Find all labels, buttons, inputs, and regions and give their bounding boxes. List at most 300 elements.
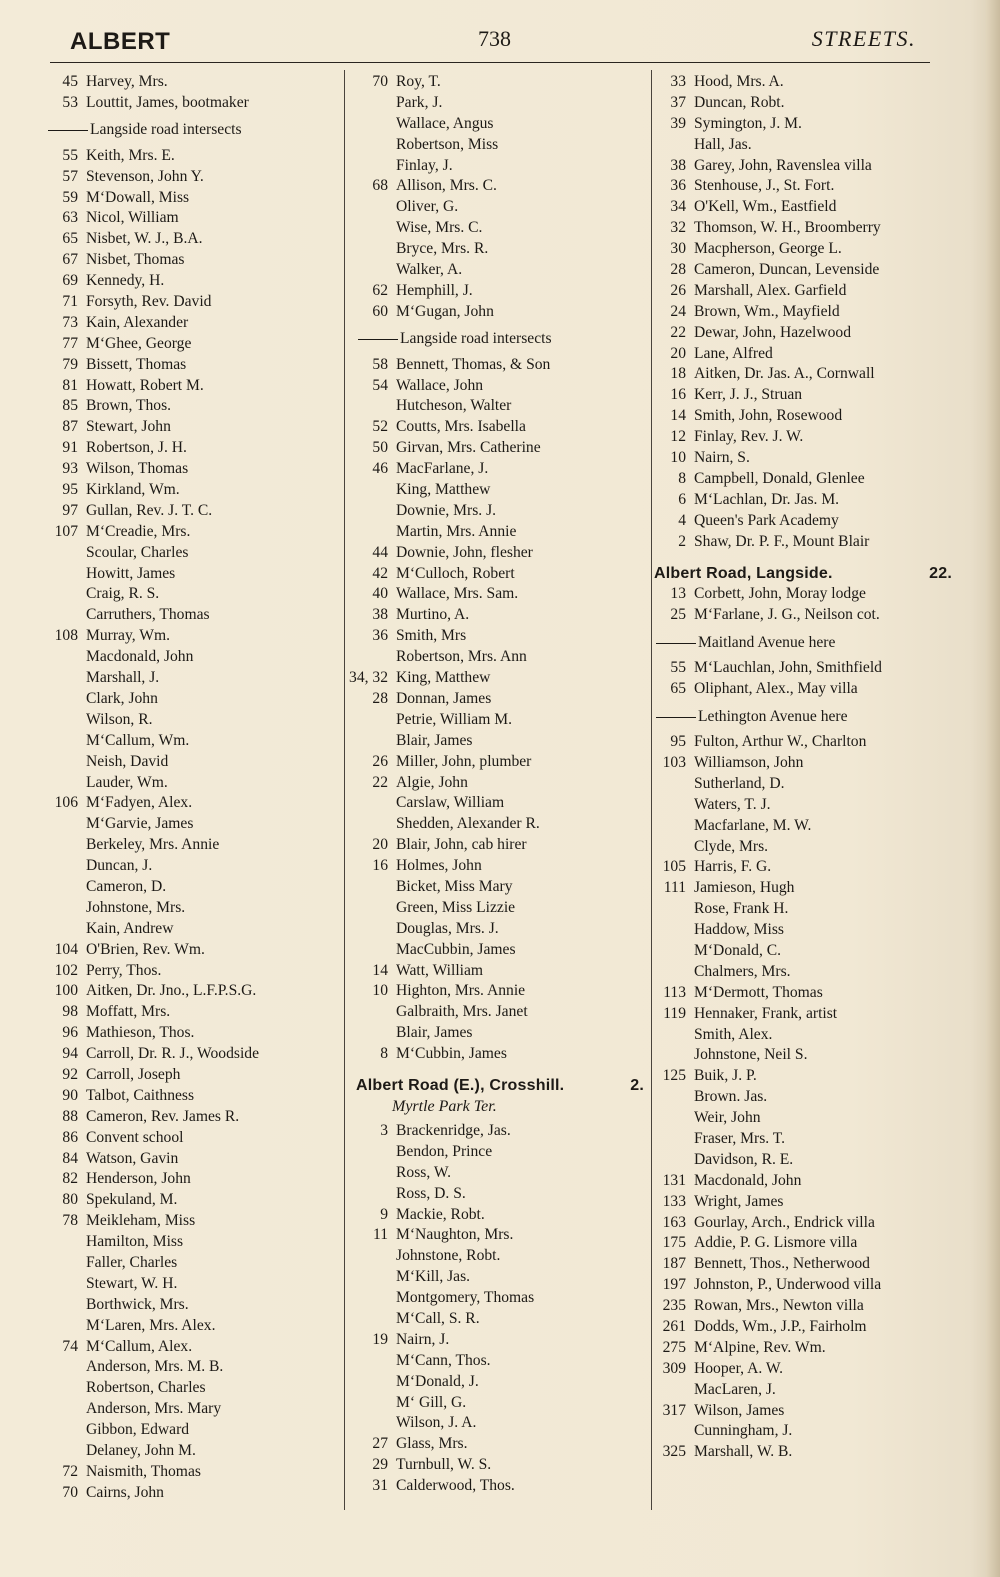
directory-entry bbox=[42, 1065, 342, 1086]
directory-entry bbox=[42, 773, 342, 794]
resident-name: Oliphant, Alex., May villa bbox=[694, 680, 858, 698]
directory-entry bbox=[650, 406, 960, 427]
house-number: 98 bbox=[62, 1003, 78, 1021]
resident-name: Wilson, R. bbox=[86, 710, 153, 728]
directory-entry bbox=[650, 197, 960, 218]
directory-entry bbox=[352, 218, 652, 239]
house-number: 4 bbox=[678, 511, 686, 529]
house-number: 107 bbox=[54, 522, 78, 540]
directory-entry bbox=[650, 1380, 960, 1401]
resident-name: MacCubbin, James bbox=[396, 940, 516, 958]
resident-name: Addie, P. G. Lismore villa bbox=[694, 1234, 858, 1252]
house-number: 8 bbox=[678, 469, 686, 487]
directory-entry bbox=[42, 605, 342, 626]
resident-name: Anderson, Mrs. M. B. bbox=[86, 1358, 224, 1376]
house-number: 2 bbox=[678, 532, 686, 550]
resident-name: Blair, James bbox=[396, 731, 473, 749]
resident-name: Johnstone, Mrs. bbox=[86, 898, 186, 916]
resident-name: Wilson, James bbox=[694, 1401, 785, 1419]
directory-entry bbox=[650, 1171, 960, 1192]
resident-name: Aitken, Dr. Jno., L.F.P.S.G. bbox=[86, 982, 257, 1000]
directory-entry bbox=[650, 1192, 960, 1213]
directory-entry bbox=[352, 940, 652, 961]
directory-entry bbox=[42, 313, 342, 334]
house-number: 87 bbox=[62, 418, 78, 436]
house-number: 16 bbox=[670, 386, 686, 404]
resident-name: Green, Miss Lizzie bbox=[396, 898, 516, 916]
resident-name: M‘Dermott, Thomas bbox=[694, 983, 823, 1001]
section-divider-text: Langside road intersects bbox=[400, 330, 552, 348]
directory-entry bbox=[42, 564, 342, 585]
directory-entry bbox=[352, 1163, 652, 1184]
house-number: 65 bbox=[62, 230, 78, 248]
house-number: 111 bbox=[663, 879, 686, 897]
directory-entry bbox=[352, 459, 652, 480]
directory-entry bbox=[650, 260, 960, 281]
resident-name: Murray, Wm. bbox=[86, 627, 171, 645]
directory-entry bbox=[352, 856, 652, 877]
resident-name: Highton, Mrs. Annie bbox=[396, 982, 526, 1000]
resident-name: Macdonald, John bbox=[694, 1171, 802, 1189]
resident-name: Brown, Wm., Mayfield bbox=[694, 302, 840, 320]
directory-entry bbox=[352, 1142, 652, 1163]
resident-name: Mathieson, Thos. bbox=[86, 1024, 195, 1042]
resident-name: Aitken, Dr. Jas. A., Cornwall bbox=[694, 365, 875, 383]
house-number: 68 bbox=[372, 177, 388, 195]
directory-entry bbox=[352, 919, 652, 940]
directory-entry bbox=[650, 302, 960, 323]
resident-name: Cunningham, J. bbox=[694, 1422, 793, 1440]
house-number: 14 bbox=[372, 961, 388, 979]
resident-name: Delaney, John M. bbox=[86, 1442, 196, 1459]
resident-name: Carroll, Joseph bbox=[86, 1065, 181, 1083]
house-number: 187 bbox=[662, 1255, 686, 1273]
house-number: 113 bbox=[663, 983, 686, 1001]
directory-entry bbox=[650, 941, 960, 962]
resident-name: Queen's Park Academy bbox=[694, 511, 839, 529]
resident-name: O'Brien, Rev. Wm. bbox=[86, 940, 205, 958]
resident-name: Park, J. bbox=[396, 93, 443, 111]
directory-entry bbox=[650, 281, 960, 302]
directory-entry bbox=[352, 1044, 652, 1065]
directory-entry bbox=[352, 260, 652, 281]
directory-entry bbox=[352, 543, 652, 564]
house-number: 34, 32 bbox=[349, 669, 388, 687]
resident-name: Shedden, Alexander R. bbox=[396, 815, 540, 833]
house-number: 33 bbox=[670, 73, 686, 90]
resident-name: M‘Fadyen, Alex. bbox=[86, 794, 193, 812]
directory-entry bbox=[650, 511, 960, 532]
resident-name: Gibbon, Edward bbox=[86, 1421, 190, 1439]
directory-entry bbox=[650, 920, 960, 941]
directory-entry bbox=[352, 605, 652, 626]
directory-entry bbox=[352, 156, 652, 177]
house-number: 95 bbox=[62, 481, 78, 499]
house-number: 36 bbox=[670, 177, 686, 195]
resident-name: Robertson, Charles bbox=[86, 1379, 206, 1397]
resident-name: Glass, Mrs. bbox=[396, 1435, 468, 1453]
directory-entry bbox=[352, 1121, 652, 1142]
directory-entry bbox=[352, 1372, 652, 1393]
resident-name: Kerr, J. J., Struan bbox=[694, 386, 803, 404]
directory-entry bbox=[42, 396, 342, 417]
directory-entry bbox=[42, 334, 342, 355]
resident-name: Wright, James bbox=[694, 1192, 784, 1210]
directory-entry bbox=[352, 1267, 652, 1288]
directory-entry bbox=[42, 1441, 342, 1462]
resident-name: Buik, J. P. bbox=[694, 1067, 757, 1085]
directory-entry bbox=[352, 1351, 652, 1372]
house-number: 125 bbox=[662, 1067, 686, 1085]
directory-entry bbox=[42, 584, 342, 605]
house-number: 119 bbox=[663, 1004, 686, 1022]
resident-name: Miller, John, plumber bbox=[396, 752, 532, 770]
resident-name: Louttit, James, bootmaker bbox=[86, 93, 249, 111]
resident-name: Lane, Alfred bbox=[694, 344, 773, 362]
house-number: 31 bbox=[372, 1477, 388, 1495]
resident-name: Davidson, R. E. bbox=[694, 1150, 794, 1168]
house-number: 106 bbox=[54, 794, 78, 812]
house-number: 325 bbox=[662, 1443, 686, 1461]
resident-name: Wise, Mrs. C. bbox=[396, 219, 483, 237]
directory-entry bbox=[42, 731, 342, 752]
resident-name: Ross, W. bbox=[396, 1163, 452, 1181]
directory-entry bbox=[650, 1213, 960, 1234]
directory-entry bbox=[650, 1317, 960, 1338]
resident-name: Howatt, Robert M. bbox=[86, 376, 204, 394]
house-number: 70 bbox=[372, 73, 388, 90]
house-number: 163 bbox=[662, 1213, 686, 1231]
resident-name: Watson, Gavin bbox=[86, 1149, 179, 1167]
house-number: 86 bbox=[62, 1128, 78, 1146]
resident-name: M‘Cann, Thos. bbox=[396, 1351, 491, 1369]
resident-name: Roy, T. bbox=[396, 73, 441, 90]
column-3 bbox=[650, 72, 960, 1463]
directory-entry bbox=[352, 376, 652, 397]
resident-name: Bryce, Mrs. R. bbox=[396, 240, 489, 258]
directory-entry bbox=[352, 710, 652, 731]
directory-entry bbox=[650, 899, 960, 920]
directory-entry bbox=[352, 72, 652, 93]
directory-entry bbox=[42, 459, 342, 480]
directory-entry bbox=[42, 835, 342, 856]
resident-name: M‘Kill, Jas. bbox=[396, 1268, 471, 1286]
house-number: 197 bbox=[662, 1276, 686, 1294]
directory-entry bbox=[42, 981, 342, 1002]
directory-entry bbox=[650, 218, 960, 239]
house-number: 88 bbox=[62, 1107, 78, 1125]
resident-name: Hutcheson, Walter bbox=[396, 397, 512, 415]
directory-entry bbox=[42, 1086, 342, 1107]
house-number: 52 bbox=[372, 418, 388, 436]
house-number: 309 bbox=[662, 1359, 686, 1377]
directory-entry bbox=[352, 522, 652, 543]
resident-name: M‘Callum, Wm. bbox=[86, 731, 190, 749]
resident-name: Walker, A. bbox=[396, 261, 463, 279]
directory-entry bbox=[42, 271, 342, 292]
directory-entry bbox=[352, 1455, 652, 1476]
resident-name: Moffatt, Mrs. bbox=[86, 1003, 171, 1021]
house-number: 42 bbox=[372, 564, 388, 582]
directory-entry bbox=[42, 72, 342, 93]
directory-entry bbox=[352, 438, 652, 459]
house-number: 78 bbox=[62, 1212, 78, 1230]
directory-entry bbox=[352, 898, 652, 919]
directory-entry bbox=[42, 1295, 342, 1316]
directory-entry bbox=[42, 668, 342, 689]
directory-entry bbox=[352, 793, 652, 814]
column-divider bbox=[344, 70, 345, 1510]
directory-entry bbox=[352, 689, 652, 710]
house-number: 60 bbox=[372, 302, 388, 320]
directory-entry bbox=[352, 281, 652, 302]
house-number: 59 bbox=[62, 188, 78, 206]
house-number: 10 bbox=[372, 982, 388, 1000]
house-number: 30 bbox=[670, 240, 686, 258]
directory-entry bbox=[650, 1045, 960, 1066]
divider-dash bbox=[48, 130, 88, 131]
resident-name: MacLaren, J. bbox=[694, 1380, 776, 1398]
resident-name: Macfarlane, M. W. bbox=[694, 816, 812, 834]
resident-name: M‘Culloch, Robert bbox=[396, 564, 515, 582]
directory-entry bbox=[42, 898, 342, 919]
resident-name: Carroll, Dr. R. J., Woodside bbox=[86, 1045, 260, 1063]
directory-entry bbox=[352, 417, 652, 438]
directory-entry bbox=[42, 1190, 342, 1211]
resident-name: Campbell, Donald, Glenlee bbox=[694, 469, 865, 487]
resident-name: Jamieson, Hugh bbox=[694, 879, 795, 897]
directory-entry bbox=[352, 647, 652, 668]
house-number: 25 bbox=[670, 606, 686, 624]
resident-name: M‘Call, S. R. bbox=[396, 1309, 480, 1327]
resident-name: Cameron, Duncan, Levenside bbox=[694, 261, 880, 279]
resident-name: Neish, David bbox=[86, 752, 169, 770]
directory-entry bbox=[650, 490, 960, 511]
directory-entry bbox=[650, 658, 960, 679]
house-number: 34 bbox=[670, 198, 686, 216]
house-number: 70 bbox=[62, 1483, 78, 1501]
resident-name: Ross, D. S. bbox=[396, 1184, 466, 1202]
directory-entry bbox=[352, 396, 652, 417]
directory-entry bbox=[650, 1359, 960, 1380]
resident-name: Robertson, Miss bbox=[396, 135, 499, 153]
resident-name: Oliver, G. bbox=[396, 198, 459, 216]
header-rule bbox=[50, 62, 930, 63]
resident-name: Wilson, J. A. bbox=[396, 1414, 477, 1432]
resident-name: Kain, Andrew bbox=[86, 919, 174, 937]
directory-entry bbox=[650, 72, 960, 93]
directory-entry bbox=[42, 229, 342, 250]
resident-name: M‘Farlane, J. G., Neilson cot. bbox=[694, 606, 880, 624]
house-number: 45 bbox=[62, 73, 78, 90]
resident-name: Keith, Mrs. E. bbox=[86, 146, 175, 164]
directory-entry bbox=[650, 1338, 960, 1359]
directory-entry bbox=[352, 239, 652, 260]
directory-entry bbox=[42, 1420, 342, 1441]
resident-name: Haddow, Miss bbox=[694, 921, 784, 939]
directory-entry bbox=[42, 1462, 342, 1483]
resident-name: Nairn, S. bbox=[694, 449, 750, 467]
house-number: 28 bbox=[670, 261, 686, 279]
house-number: 29 bbox=[372, 1456, 388, 1474]
resident-name: M‘Garvie, James bbox=[86, 815, 194, 833]
directory-entry bbox=[650, 135, 960, 156]
directory-entry bbox=[352, 981, 652, 1002]
house-number: 57 bbox=[62, 167, 78, 185]
resident-name: Petrie, William M. bbox=[396, 710, 513, 728]
house-number: 74 bbox=[62, 1337, 78, 1355]
directory-entry bbox=[352, 1205, 652, 1226]
directory-entry bbox=[42, 1357, 342, 1378]
resident-name: Finlay, Rev. J. W. bbox=[694, 428, 804, 446]
directory-entry bbox=[42, 1044, 342, 1065]
resident-name: Hemphill, J. bbox=[396, 281, 473, 299]
resident-name: Bissett, Thomas bbox=[86, 355, 187, 373]
directory-entry bbox=[352, 1023, 652, 1044]
directory-entry bbox=[650, 1275, 960, 1296]
resident-name: O'Kell, Wm., Eastfield bbox=[694, 198, 837, 216]
directory-entry bbox=[650, 239, 960, 260]
directory-entry bbox=[352, 1434, 652, 1455]
directory-entry bbox=[650, 605, 960, 626]
resident-name: Shaw, Dr. P. F., Mount Blair bbox=[694, 532, 870, 550]
house-number: 79 bbox=[62, 355, 78, 373]
header-section-title: STREETS. bbox=[811, 26, 916, 51]
house-number: 40 bbox=[372, 585, 388, 603]
resident-name: Smith, Mrs bbox=[396, 627, 467, 645]
house-number: 37 bbox=[670, 93, 686, 111]
directory-entry bbox=[650, 1296, 960, 1317]
resident-name: Chalmers, Mrs. bbox=[694, 962, 791, 980]
street-heading-number: 22. bbox=[929, 564, 952, 582]
directory-entry bbox=[42, 710, 342, 731]
house-number: 104 bbox=[54, 940, 78, 958]
divider-dash bbox=[358, 339, 398, 340]
directory-entry bbox=[650, 1233, 960, 1254]
resident-name: Kennedy, H. bbox=[86, 272, 165, 290]
house-number: 18 bbox=[670, 365, 686, 383]
resident-name: Perry, Thos. bbox=[86, 961, 162, 979]
directory-entry bbox=[650, 774, 960, 795]
resident-name: Douglas, Mrs. J. bbox=[396, 919, 499, 937]
directory-entry bbox=[42, 1023, 342, 1044]
directory-entry bbox=[352, 626, 652, 647]
resident-name: Nisbet, Thomas bbox=[86, 251, 185, 269]
resident-name: Robertson, Mrs. Ann bbox=[396, 648, 527, 666]
house-number: 22 bbox=[670, 323, 686, 341]
resident-name: Duncan, J. bbox=[86, 857, 153, 875]
directory-entry bbox=[42, 1169, 342, 1190]
directory-entry bbox=[42, 1253, 342, 1274]
resident-name: Weir, John bbox=[694, 1109, 761, 1127]
directory-entry bbox=[650, 532, 960, 553]
directory-entry bbox=[650, 1025, 960, 1046]
resident-name: Kain, Alexander bbox=[86, 313, 189, 331]
directory-entry bbox=[650, 344, 960, 365]
house-number: 28 bbox=[372, 689, 388, 707]
directory-entry bbox=[650, 1401, 960, 1422]
resident-name: Dodds, Wm., J.P., Fairholm bbox=[694, 1317, 867, 1335]
house-number: 3 bbox=[380, 1121, 388, 1139]
directory-entry bbox=[650, 1087, 960, 1108]
house-number: 131 bbox=[662, 1171, 686, 1189]
house-number: 63 bbox=[62, 209, 78, 227]
resident-name: Hennaker, Frank, artist bbox=[694, 1004, 838, 1022]
directory-entry bbox=[42, 1378, 342, 1399]
divider-dash bbox=[656, 717, 696, 718]
resident-name: Waters, T. J. bbox=[694, 795, 771, 813]
directory-entry bbox=[42, 501, 342, 522]
house-number: 50 bbox=[372, 439, 388, 457]
house-number: 81 bbox=[62, 376, 78, 394]
house-number: 65 bbox=[670, 680, 686, 698]
resident-name: Thomson, W. H., Broomberry bbox=[694, 219, 881, 237]
resident-name: Bendon, Prince bbox=[396, 1142, 493, 1160]
directory-entry bbox=[42, 1232, 342, 1253]
resident-name: Gourlay, Arch., Endrick villa bbox=[694, 1213, 875, 1231]
resident-name: Holmes, John bbox=[396, 857, 482, 875]
directory-entry bbox=[42, 250, 342, 271]
resident-name: Stewart, John bbox=[86, 418, 171, 436]
page-number: 738 bbox=[478, 26, 511, 51]
house-number: 38 bbox=[670, 156, 686, 174]
directory-entry bbox=[352, 773, 652, 794]
directory-entry bbox=[650, 732, 960, 753]
directory-entry bbox=[42, 877, 342, 898]
directory-entry bbox=[650, 857, 960, 878]
header-street-name: ALBERT bbox=[70, 28, 171, 55]
resident-name: Stevenson, John Y. bbox=[86, 167, 204, 185]
resident-name: Calderwood, Thos. bbox=[396, 1477, 515, 1495]
directory-entry bbox=[650, 837, 960, 858]
house-number: 32 bbox=[670, 219, 686, 237]
directory-entry bbox=[352, 355, 652, 376]
house-number: 235 bbox=[662, 1297, 686, 1315]
directory-entry bbox=[352, 1393, 652, 1414]
resident-name: Donnan, James bbox=[396, 689, 492, 707]
directory-entry bbox=[352, 480, 652, 501]
resident-name: Nisbet, W. J., B.A. bbox=[86, 230, 203, 248]
directory-entry bbox=[42, 292, 342, 313]
resident-name: Macpherson, George L. bbox=[694, 240, 842, 258]
directory-entry bbox=[650, 1254, 960, 1275]
directory-entry bbox=[650, 962, 960, 983]
resident-name: Symington, J. M. bbox=[694, 114, 802, 132]
resident-name: Mackie, Robt. bbox=[396, 1205, 485, 1223]
street-heading-title: Albert Road, Langside. bbox=[654, 564, 833, 582]
resident-name: Macdonald, John bbox=[86, 648, 194, 666]
directory-entry bbox=[650, 1004, 960, 1025]
section-divider bbox=[352, 323, 652, 355]
resident-name: M‘Alpine, Rev. Wm. bbox=[694, 1338, 826, 1356]
resident-name: Marshall, Alex. Garfield bbox=[694, 281, 847, 299]
resident-name: Bennett, Thos., Netherwood bbox=[694, 1255, 870, 1273]
house-number: 54 bbox=[372, 376, 388, 394]
house-number: 317 bbox=[662, 1401, 686, 1419]
directory-entry bbox=[352, 1476, 652, 1497]
house-number: 46 bbox=[372, 460, 388, 478]
house-number: 9 bbox=[380, 1205, 388, 1223]
directory-entry bbox=[352, 114, 652, 135]
directory-entry bbox=[352, 835, 652, 856]
directory-entry bbox=[42, 856, 342, 877]
resident-name: Carruthers, Thomas bbox=[86, 606, 210, 624]
directory-entry bbox=[650, 364, 960, 385]
resident-name: Brown, Thos. bbox=[86, 397, 172, 415]
directory-entry bbox=[352, 584, 652, 605]
house-number: 94 bbox=[62, 1045, 78, 1063]
house-number: 19 bbox=[372, 1330, 388, 1348]
